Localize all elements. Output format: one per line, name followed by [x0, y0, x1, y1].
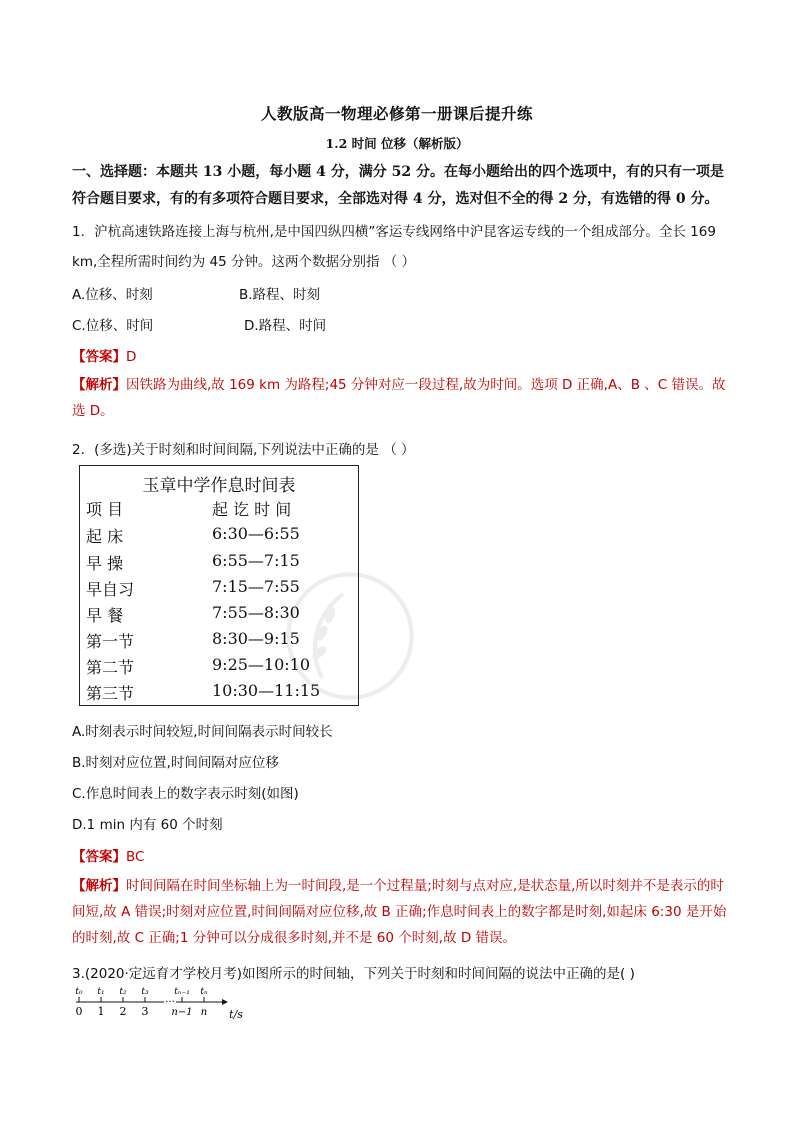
analysis-text: 因铁路为曲线,故 169 km 为路程;45 分钟对应一段过程,故为时间。选项 D 正确,A、B 、C 错误。故选 D。: [72, 377, 726, 419]
schedule-time: 6:55—7:15: [212, 551, 300, 570]
analysis-tag: 【解析】: [72, 377, 126, 393]
analysis-text: 时间间隔在时间坐标轴上为一时间段,是一个过程量;时刻与点对应,是状态量,所以时刻并不是表示的时间短,故 A 错误;时刻对应位置,时间间隔对应位移,故 B 正确;作息时间表上的数字都是时刻,如起床 6:30 是开始的时刻,故 C 正确;1 分钟可以分成很多时刻,并不是 60 个时刻,故 D 错误。: [72, 878, 727, 946]
schedule-table: [79, 465, 359, 706]
axis-bottom-label: n: [200, 1007, 208, 1018]
q2-option-a: A.时刻表示时间较短,时间间隔表示时间较长: [72, 724, 333, 740]
schedule-item: 早 操: [86, 554, 124, 573]
answer-tag: 【答案】: [72, 849, 126, 865]
schedule-time: 6:30—6:55: [212, 524, 300, 543]
q1-option-a: A.位移、时刻: [72, 287, 153, 303]
q2-stem: 2．(多选)关于时刻和时间间隔,下列说法中正确的是 （ ）: [72, 442, 415, 458]
axis-bottom-label: 0: [75, 1005, 83, 1018]
q2-option-c: C.作息时间表上的数字表示时刻(如图): [72, 786, 299, 802]
q1-analysis: [72, 372, 728, 424]
schedule-time: 7:15—7:55: [212, 577, 300, 596]
axis-bottom-label: n−1: [171, 1007, 193, 1018]
time-axis-diagram: [74, 985, 254, 1025]
axis-top-label: t₃: [141, 987, 149, 997]
page-title: 人教版高一物理必修第一册课后提升练: [260, 104, 533, 123]
q1-option-b: B.路程、时刻: [239, 287, 321, 303]
axis-top-label: t₂: [119, 987, 127, 997]
q1-stem-line1: 1．沪杭高速铁路连接上海与杭州,是中国四纵四横”客运专线网络中沪昆客运专线的一个组成部分。全长 169: [72, 224, 716, 240]
axis-bottom-label: 1: [97, 1005, 105, 1018]
analysis-tag: 【解析】: [72, 878, 126, 894]
schedule-time: 9:25—10:10: [212, 655, 311, 674]
answer-value: BC: [126, 849, 145, 865]
schedule-item: 早 餐: [86, 606, 124, 625]
axis-arrow-icon: [222, 999, 228, 1005]
schedule-time: 8:30—9:15: [212, 629, 300, 648]
schedule-title: 玉章中学作息时间表: [142, 476, 296, 496]
q1-option-d: D.路程、时间: [244, 318, 327, 334]
schedule-header-item: 项 目: [86, 500, 124, 519]
q2-option-b: B.时刻对应位置,时间间隔对应位移: [72, 755, 279, 771]
axis-top-label: t₀: [75, 987, 83, 997]
axis-ellipsis: ···: [165, 997, 175, 1008]
schedule-item: 第二节: [86, 658, 135, 677]
schedule-item: 起 床: [86, 527, 124, 546]
answer-tag: 【答案】: [72, 349, 126, 365]
axis-top-label: tₙ₋₁: [174, 987, 190, 997]
q2-analysis: [72, 873, 728, 951]
answer-value: D: [126, 349, 137, 365]
q2-answer: [72, 845, 144, 865]
schedule-item: 第一节: [86, 632, 135, 651]
q2-option-d: D.1 min 内有 60 个时刻: [72, 817, 223, 833]
q1-answer: [72, 345, 136, 365]
axis-top-label: t₁: [97, 987, 105, 997]
schedule-item: 早自习: [86, 580, 135, 599]
axis-bottom-label: 3: [141, 1005, 149, 1018]
schedule-time: 10:30—11:15: [212, 681, 321, 700]
q3-stem: 3.(2020·定远育才学校月考)如图所示的时间轴，下列关于时刻和时间间隔的说法中正确的是( ): [72, 966, 635, 982]
axis-unit-label: t/s: [229, 1008, 243, 1021]
section-intro: 一、选择题：本题共 13 小题，每小题 4 分，满分 52 分。在每小题给出的四个选项中，有的只有一项是符合题目要求，有的有多项符合题目要求，全部选对得 4 分，选对但不全的得 2 分，有选错的得 0 分。: [72, 164, 724, 207]
schedule-header-time: 起 讫 时 间: [212, 500, 292, 519]
schedule-item: 第三节: [86, 684, 135, 703]
schedule-time: 7:55—8:30: [212, 603, 300, 622]
q1-stem-line2: km,全程所需时间约为 45 分钟。这两个数据分别指 （ ）: [72, 254, 416, 270]
page-subtitle: 1.2 时间 位移（解析版）: [325, 136, 469, 151]
q1-option-c: C.位移、时间: [72, 318, 154, 334]
axis-bottom-label: 2: [119, 1005, 127, 1018]
axis-top-label: tₙ: [200, 987, 208, 997]
